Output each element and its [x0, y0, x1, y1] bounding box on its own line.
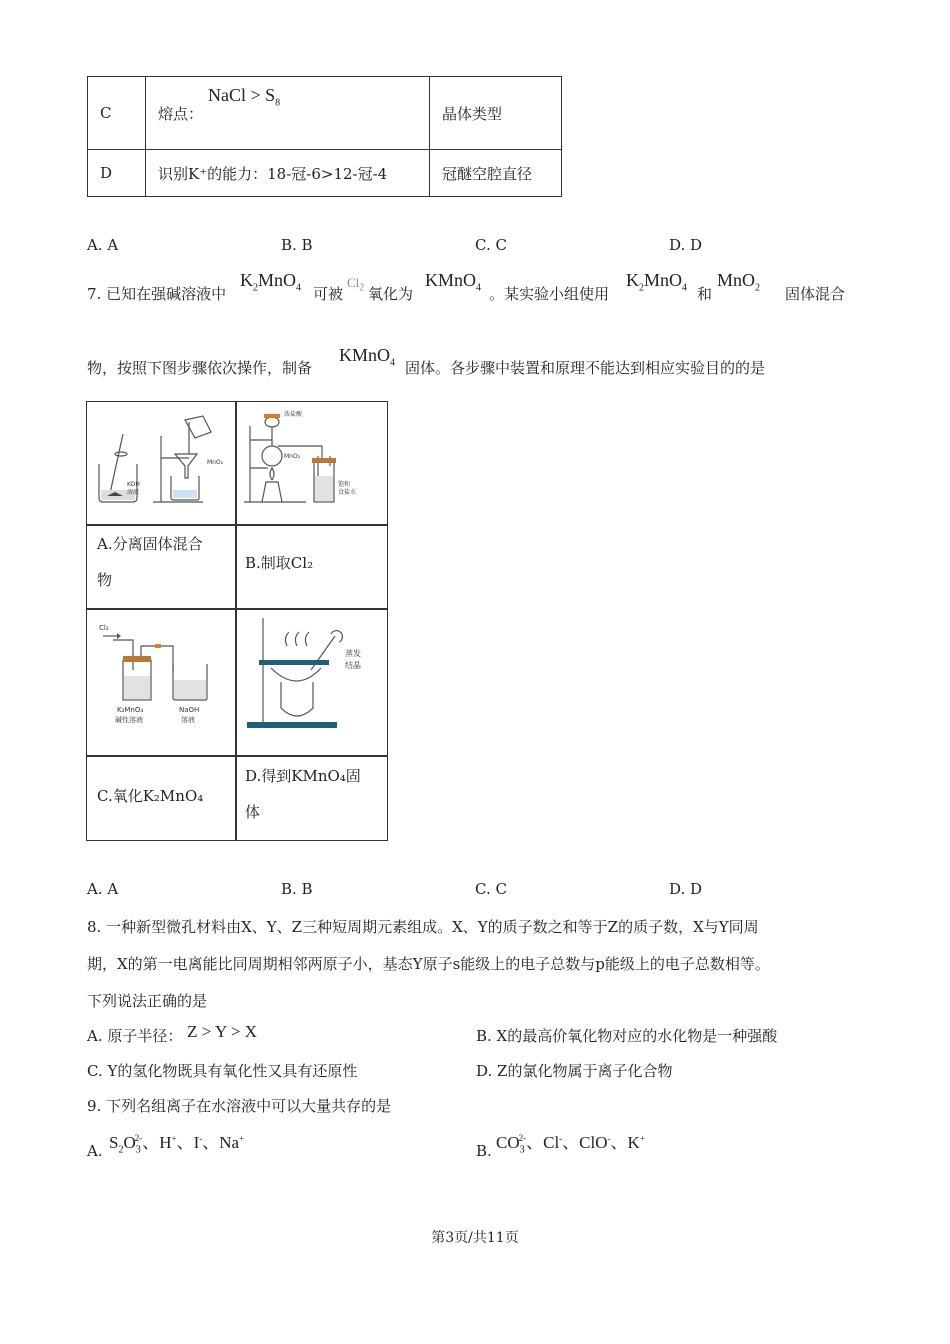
q7-text: 和 — [697, 285, 713, 303]
page-footer: 第3页/共11页 — [431, 1230, 519, 1246]
q8-option-a[interactable] — [87, 1022, 258, 1046]
q8-option-a-text: A. 原子半径： — [87, 1027, 183, 1045]
cell-a-label — [97, 526, 203, 598]
q7-option-c[interactable]: C. C — [475, 880, 507, 898]
q8-option-d[interactable]: D. Z的氯化物属于离子化合物 — [476, 1062, 673, 1080]
statement-prefix: 熔点： — [158, 104, 204, 123]
row-statement — [146, 77, 430, 150]
label-naoh-solution: 溶液 — [181, 716, 195, 724]
q7-text: 固体混合 — [785, 285, 846, 303]
q9-option-a-label: A. — [87, 1142, 103, 1160]
formula-kmno4: KMnO$_4$ — [339, 345, 396, 369]
cell-b-label: B.制取Cl₂ — [245, 554, 314, 572]
row-label: D — [88, 150, 146, 197]
q8-option-b[interactable]: B. X的最高价氧化物对应的水化物是一种强酸 — [476, 1027, 778, 1045]
formula-cl2: $Cl_2$ — [347, 275, 365, 294]
melting-point-formula: NaCl > $S_8$ — [208, 85, 281, 109]
cell-d-line1: D.得到KMnO₄固 — [245, 767, 361, 785]
q7-text: 。某实验小组使用 — [489, 285, 610, 303]
q8-option-c[interactable]: C. Y的氢化物既具有氧化性又具有还原性 — [87, 1062, 358, 1080]
q7-line1 — [87, 270, 887, 310]
label-koh: KOH — [127, 481, 140, 488]
q9-option-b[interactable] — [476, 1128, 756, 1162]
row-statement: 识别K⁺的能力：18-冠-6>12-冠-4 — [146, 150, 430, 197]
cell-d-label — [245, 758, 361, 830]
q8-line3: 下列说法正确的是 — [87, 992, 208, 1010]
q8-line2: 期，X的第一电离能比同周期相邻两原子小，基态Y原子s能级上的电子总数与p能级上的电子总数相等。 — [87, 955, 770, 973]
answer-table — [87, 76, 562, 197]
q7-text: 固体。各步骤中装置和原理不能达到相应实验目的的是 — [405, 359, 766, 377]
row-reason: 冠醚空腔直径 — [430, 150, 562, 197]
row-reason: 晶体类型 — [430, 77, 562, 150]
cell-c-label: C.氧化K₂MnO₄ — [97, 787, 204, 805]
label-conc-hcl: 浓盐酸 — [284, 411, 303, 418]
label-naoh: NaOH — [179, 706, 200, 714]
table-row — [88, 150, 562, 197]
q7-text: 7. 已知在强碱溶液中 — [87, 285, 227, 303]
formula-k2mno4: $K_2MnO_4$ — [626, 270, 688, 294]
row-label: C — [88, 77, 146, 150]
label-brine: 食盐水 — [338, 489, 357, 496]
q7-option-d[interactable]: D. D — [669, 880, 703, 898]
q9-option-a-ions: $S_2O_3^{2-}$、H+、I-、Na+ — [109, 1133, 245, 1156]
q7-line2 — [87, 345, 887, 385]
label-saturated: 饱和 — [338, 481, 351, 488]
figure-filtration — [93, 406, 231, 520]
q8-option-a-formula: Z > Y > X — [187, 1022, 258, 1041]
label-mno2: MnO₂ — [207, 459, 224, 466]
figure-oxidation — [93, 616, 231, 750]
experiment-grid — [86, 401, 388, 841]
label-k2mno4: K₂MnO₄ — [117, 706, 144, 714]
q6-option-b[interactable]: B. B — [281, 236, 313, 254]
formula-mno2: MnO$_2$ — [717, 270, 761, 294]
q6-option-a[interactable]: A. A — [87, 236, 119, 254]
figure-evaporation — [241, 612, 385, 750]
q6-option-d[interactable]: D. D — [669, 236, 703, 254]
figure-cl2-generator — [242, 406, 384, 520]
q7-text: 物，按照下图步骤依次操作，制备 — [87, 359, 313, 377]
label-mno2: MnO₂ — [284, 453, 301, 460]
q9-option-b-ions: $CO_3^{2-}$、Cl-、ClO-、K+ — [496, 1133, 645, 1156]
cell-d-line2: 体 — [245, 803, 261, 821]
q7-option-b[interactable]: B. B — [281, 880, 313, 898]
q9-option-b-label: B. — [476, 1142, 492, 1160]
label-alkaline-solution: 碱性溶液 — [115, 716, 143, 724]
cell-a-line2: 物 — [97, 571, 113, 589]
label-evaporate: 蒸发 — [345, 649, 361, 658]
q7-text: 可被 — [313, 285, 344, 303]
q7-option-a[interactable]: A. A — [87, 880, 119, 898]
q9-stem: 9. 下列名组离子在水溶液中可以大量共存的是 — [87, 1097, 392, 1115]
q7-text: 氧化为 — [368, 285, 414, 303]
q6-option-c[interactable]: C. C — [475, 236, 507, 254]
label-solution: 溶液 — [127, 489, 140, 496]
table-row — [88, 77, 562, 150]
formula-k2mno4: $K_2MnO_4$ — [240, 270, 302, 294]
q8-line1: 8. 一种新型微孔材料由X、Y、Z三种短周期元素组成。X、Y的质子数之和等于Z的质子数，X与Y同周 — [87, 918, 759, 936]
cell-a-line1: A.分离固体混合 — [97, 535, 203, 553]
label-cl2: Cl₂ — [99, 624, 109, 632]
formula-kmno4: KMnO$_4$ — [425, 270, 482, 294]
label-crystallize: 结晶 — [345, 661, 361, 670]
q9-option-a[interactable] — [87, 1128, 367, 1162]
